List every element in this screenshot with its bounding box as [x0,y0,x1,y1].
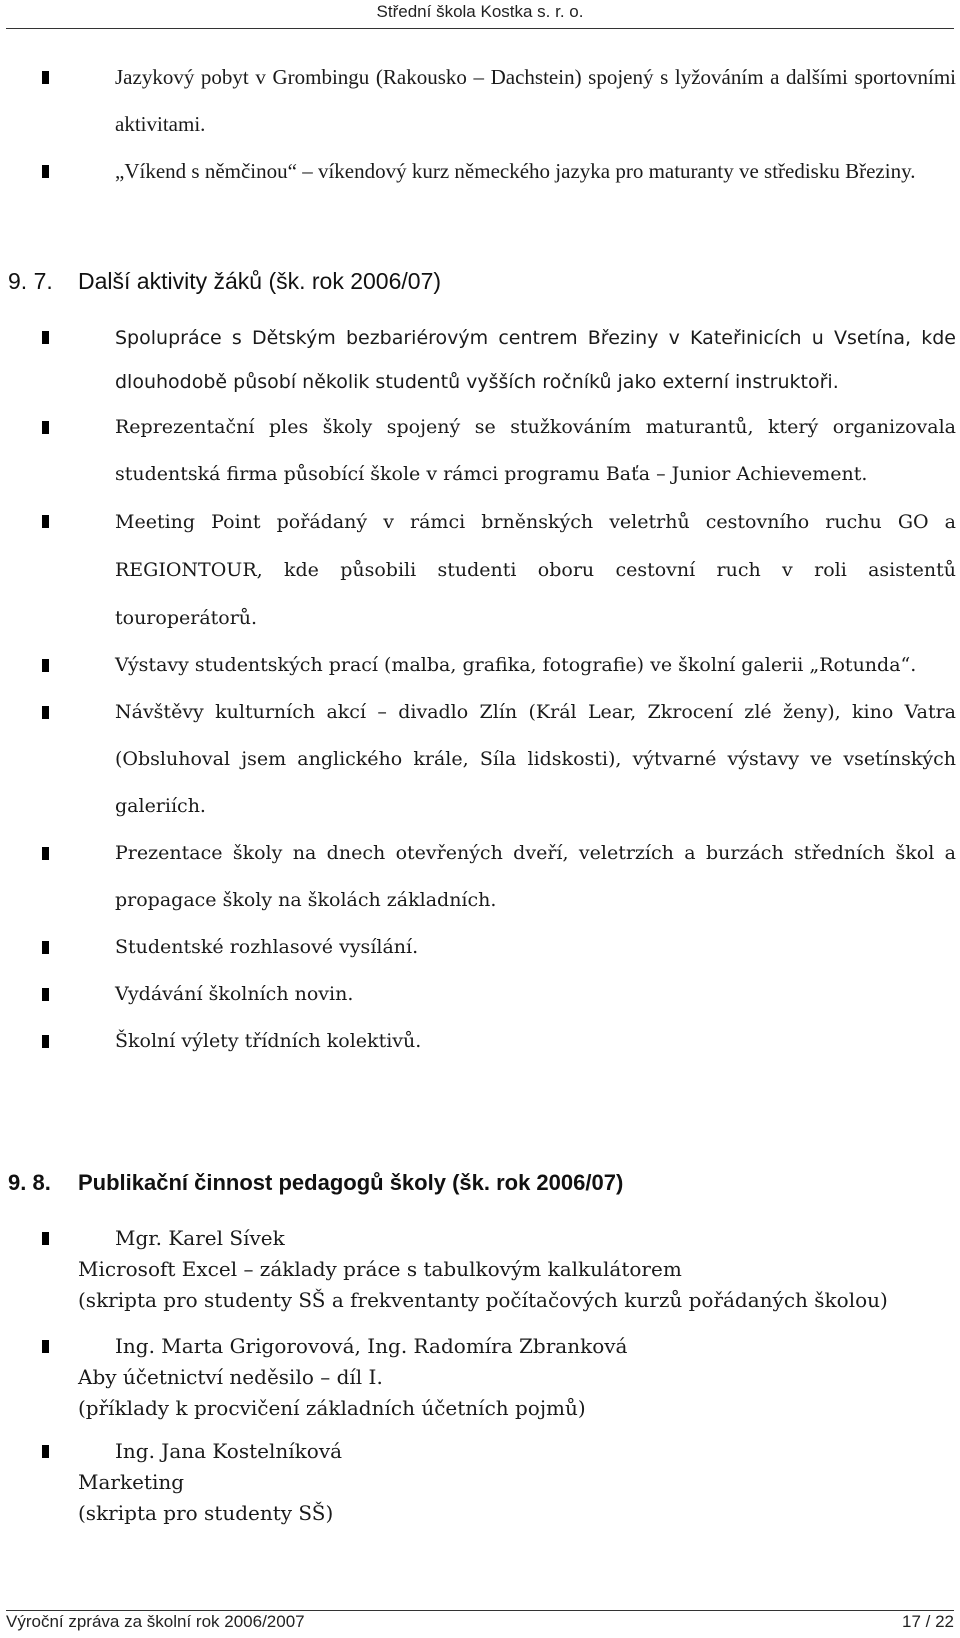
page-header: Střední škola Kostka s. r. o. [376,2,584,21]
publication-title: Aby účetnictví neděsilo – díl I. [78,1365,383,1389]
bullet-icon [42,988,49,1001]
bullet-icon [42,515,49,528]
bullet-icon [42,847,49,860]
list-item: Vydávání školních novin. [0,971,960,1018]
bullet-icon [42,706,49,719]
bullet-icon [42,1340,49,1353]
publication-author: Ing. Jana Kostelníková [0,1436,960,1467]
list-item: „Víkend s němčinou“ – víkendový kurz německého jazyka pro maturanty ve středisku Březiny. [0,148,960,195]
header-divider [6,28,954,29]
bullet-icon [42,165,49,178]
bullet-icon [42,659,49,672]
bullet-icon [42,71,49,84]
publication [0,1331,960,1424]
publication-note: (skripta pro studenty SŠ) [78,1501,334,1525]
list-item: Jazykový pobyt v Grombingu (Rakousko – Dachstein) spojený s lyžováním a dalšími sportovními aktivitami. [0,54,960,148]
section-number: 9. 7. [8,268,53,294]
footer-divider [6,1610,954,1611]
publication-author: Mgr. Karel Sívek [0,1223,960,1254]
bullet-icon [42,421,49,434]
publication [0,1223,960,1316]
publication-note: (příklady k procvičení základních účetních pojmů) [78,1396,586,1420]
bullet-icon [42,331,49,344]
publication-note: (skripta pro studenty SŠ a frekventanty počítačových kurzů pořádaných školou) [78,1288,888,1312]
section-heading-9-8 [8,1170,623,1196]
page-number: 17 / 22 [902,1612,954,1631]
section-title: Další aktivity žáků (šk. rok 2006/07) [78,268,442,294]
activities-list [0,316,960,1065]
section-heading-9-7 [8,268,441,295]
list-item: Prezentace školy na dnech otevřených dveří, veletrzích a burzách středních škol a propagace školy na školách základních. [0,830,960,924]
list-item: Meeting Point pořádaný v rámci brněnských veletrhů cestovního ruchu GO a REGIONTOUR, kde působili studenti oboru cestovní ruch v roli asistentů touroperátorů. [0,498,960,642]
section-title: Publikační činnost pedagogů školy (šk. rok 2006/07) [78,1170,624,1195]
list-item: Školní výlety třídních kolektivů. [0,1018,960,1065]
list-item: Reprezentační ples školy spojený se stužkováním maturantů, který organizovala studentská firma působící škole v rámci programu Baťa – Junior Achievement. [0,404,960,498]
section-number: 9. 8. [8,1170,51,1195]
publication-title: Microsoft Excel – základy práce s tabulkovým kalkulátorem [78,1257,682,1281]
bullet-icon [42,1445,49,1458]
list-item: Spolupráce s Dětským bezbariérovým centrem Březiny v Kateřinicích u Vsetína, kde dlouhodobě působí několik studentů vyšších ročníků jako externí instruktoři. [0,316,960,404]
publication-title: Marketing [78,1470,185,1494]
list-item: Návštěvy kulturních akcí – divadlo Zlín (Král Lear, Zkrocení zlé ženy), kino Vatra (Obsluhoval jsem anglického krále, Síla lidskosti), výtvarné výstavy ve vsetínských galeriích. [0,689,960,830]
bullet-icon [42,941,49,954]
bullet-icon [42,1232,49,1245]
footer-document-title: Výroční zpráva za školní rok 2006/2007 [6,1612,305,1631]
bullet-icon [42,1035,49,1048]
publication-author: Ing. Marta Grigorovová, Ing. Radomíra Zbranková [0,1331,960,1362]
publication [0,1436,960,1529]
top-bullet-list [0,54,960,195]
list-item: Studentské rozhlasové vysílání. [0,924,960,971]
list-item: Výstavy studentských prací (malba, grafika, fotografie) ve školní galerii „Rotunda“. [0,642,960,689]
